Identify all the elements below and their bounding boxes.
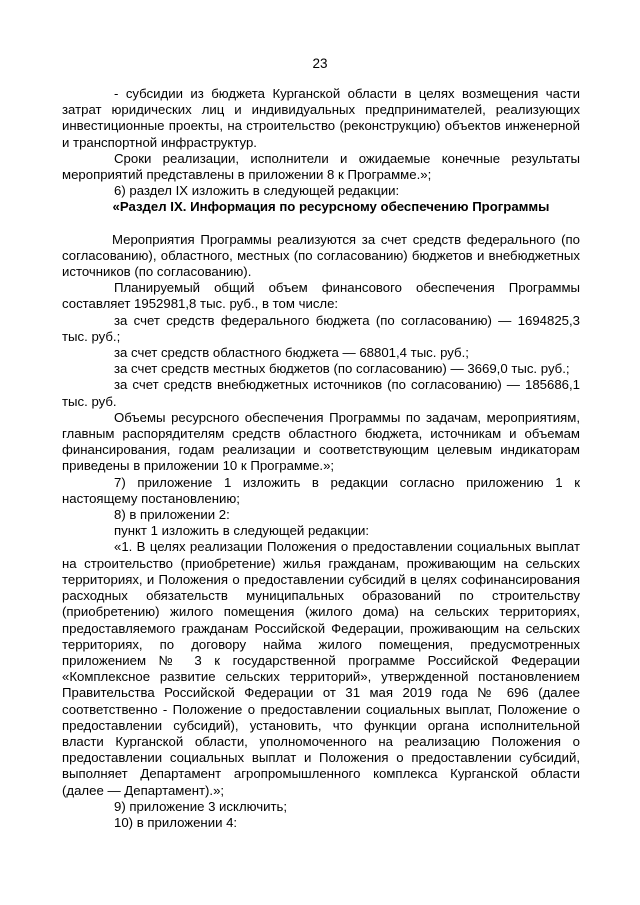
paragraph-local-budgets: за счет средств местных бюджетов (по согласованию) — 3669,0 тыс. руб.; bbox=[114, 361, 570, 377]
paragraph-federal-budget: за счет средств федерального бюджета (по согласованию) — 1694825,3 тыс. руб.; bbox=[62, 312, 580, 344]
paragraph-funding-sources: Мероприятия Программы реализуются за счет средств федерального (по согласованию), областного, местных (по согласованию) бюджетов и внебюджетных источников (по согласованию). bbox=[62, 231, 580, 280]
paragraph-point-1-text: «1. В целях реализации Положения о предоставлении социальных выплат на строительство (приобретение) жилья гражданам, проживающим на сельских территориях, и Положения о предоставлении субсидий в целях софинансирования расходных обязательств муниципальных образований по строительству (приобретению) жилого помещения (жилого дома) на сельских территориях, предоставляемого гражданам Российской Федерации, проживающим на сельских территориях, по договору найма жилого помещения, предусмотренных приложением № 3 к государственной программе Российской Федерации «Комплексное развитие сельских территорий», утвержденной постановлением Правительства Российской Федерации от 31 мая 2019 года № 696 (далее соответственно - Положение о предоставлении социальных выплат, Положение о предоставлении субсидий), установить, что функции органа исполнительной власти Курганской области, уполномоченного на реализацию Положения о предоставлении социальных выплат и Положения о предоставлении субсидий, выполняет Департамент агропромышленного комплекса Курганской области (далее — Департамент).»; bbox=[62, 539, 580, 798]
paragraph-point-1: пункт 1 изложить в следующей редакции: bbox=[114, 523, 370, 539]
document-body bbox=[62, 86, 580, 831]
page-number: 23 bbox=[312, 56, 328, 71]
paragraph-subsidies: - субсидии из бюджета Курганской области в целях возмещения части затрат юридических лиц и индивидуальных предпринимателей, реализующих инвестиционные проекты, на строительство (реконструкцию) объектов инженерной и транспортной инфраструктур. bbox=[62, 86, 580, 150]
paragraph-total-funding: Планируемый общий объем финансового обеспечения Программы составляет 1952981,8 тыс. руб., в том числе: bbox=[62, 280, 580, 312]
paragraph-extrabudgetary: за счет средств внебюджетных источников (по согласованию) — 185686,1 тыс. руб. bbox=[62, 377, 580, 409]
paragraph-resource-volumes: Объемы ресурсного обеспечения Программы по задачам, мероприятиям, главным распорядителям средств областного бюджета, источникам и объемам финансирования, годам реализации и соответствующим целевым индикаторам приведены в приложении 10 к Программе.»; bbox=[62, 409, 580, 474]
paragraph-terms: Сроки реализации, исполнители и ожидаемые конечные результаты мероприятий представлены в приложении 8 к Программе.»; bbox=[62, 150, 580, 183]
paragraph-appendix-3: 9) приложение 3 исключить; bbox=[114, 798, 288, 814]
paragraph-appendix-4: 10) в приложении 4: bbox=[114, 814, 238, 830]
paragraph-appendix-1: 7) приложение 1 изложить в редакции согласно приложению 1 к настоящему постановлению; bbox=[62, 474, 580, 506]
section-heading: «Раздел IX. Информация по ресурсному обеспечению Программы bbox=[112, 199, 550, 215]
paragraph-appendix-2: 8) в приложении 2: bbox=[114, 507, 230, 523]
paragraph-section-ix-intro: 6) раздел IX изложить в следующей редакции: bbox=[114, 183, 400, 199]
paragraph-regional-budget: за счет средств областного бюджета — 68801,4 тыс. руб.; bbox=[114, 345, 469, 361]
